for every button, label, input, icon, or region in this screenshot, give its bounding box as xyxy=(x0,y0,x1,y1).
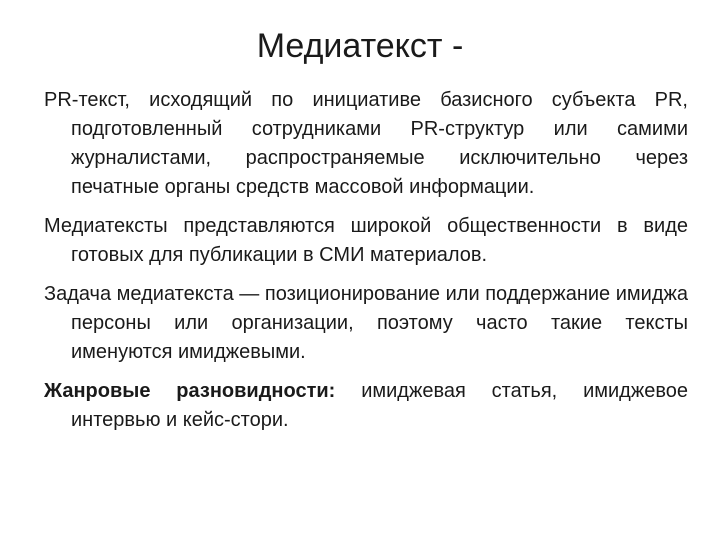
paragraph-pr-text xyxy=(44,86,688,202)
slide-body xyxy=(44,86,688,445)
paragraph-genres xyxy=(44,377,688,435)
paragraph-task xyxy=(44,280,688,367)
paragraph-public-presentation xyxy=(44,212,688,270)
paragraph-task-content: Задача медиатекста — позиционирование или поддержание имиджа персоны или организации, поэтому часто такие тексты именуются имиджевыми. xyxy=(44,283,688,363)
paragraph-pr-text-content: PR-текст, исходящий по инициативе базисного субъекта PR, подготовленный сотрудниками PR-структур или самими журналистами, распространяемые исключительно через печатные органы средств массовой информации. xyxy=(44,89,688,198)
genres-label: Жанровые разновидности: xyxy=(44,380,336,402)
genres-content: имиджевая статья, имиджевое интервью и кейс-стори. xyxy=(71,380,689,431)
paragraph-public-presentation-content: Медиатексты представляются широкой общественности в виде готовых для публикации в СМИ материалов. xyxy=(44,215,688,266)
slide-title: Медиатекст - xyxy=(256,27,464,65)
